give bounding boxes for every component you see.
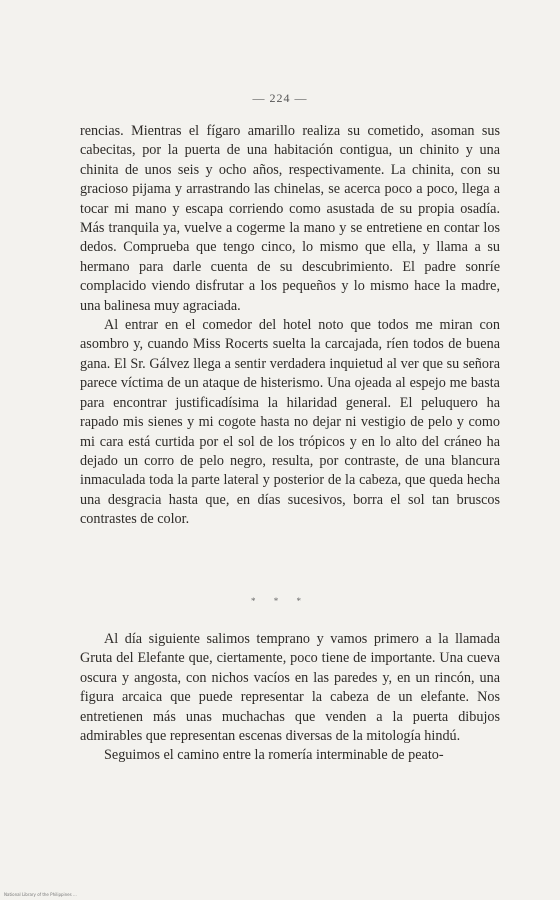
page-number: — 224 — — [252, 91, 308, 105]
paragraph: Seguimos el camino entre la romería interminable de peato- — [104, 747, 444, 764]
paragraph: rencias. Mientras el fígaro amarillo realiza su cometido, asoman sus cabecitas, por la puerta de una habitación contigua, un chinito y una chinita de unos seis y ocho años, respectivamente. La chinita, con su gracioso pijama y arrastrando las chinelas, se acerca poco a poco, llega a tocar mi mano y escapa corriendo como asustada de su propia osadía. Más tranquila ya, vuelve a cogerme la mano y se entretiene en contar los dedos. Comprueba que tengo cinco, lo mismo que ella, y llama a su hermano para darle cuenta de su descubrimiento. El padre sonríe complacido viendo disfrutar a los pequeños y lo mismo hace la madre, una balinesa muy agraciada. — [80, 123, 500, 314]
text-block-lower — [80, 630, 500, 766]
paragraph: Al entrar en el comedor del hotel noto que todos me miran con asombro y, cuando Miss Rocerts suelta la carcajada, ríen todos de buena gana. El Sr. Gálvez llega a sentir verdadera inquietud al ver que su señora parece víctima de un ataque de histerismo. Una ojeada al espejo me basta para encontrar justificadísima la hilaridad general. El peluquero ha rapado mis sienes y mi cogote hasta no dejar ni vestigio de pelo y como mi cara está curtida por el sol de los trópicos y en lo alto del cráneo ha dejado un corro de pelo negro, resulta, por contraste, de una blancura inmaculada toda la parte lateral y posterior de la cabeza, que queda hecha una desgracia hasta que, en días sucesivos, borra el sol tan bruscos contrastes de color. — [80, 317, 500, 528]
paragraph: Al día siguiente salimos temprano y vamos primero a la llamada Gruta del Elefante que, ciertamente, poco tiene de importante. Una cueva oscura y angosta, con nichos vacíos en las paredes y, en un rincón, una figura arcaica que puede representar la cabeza de un elefante. Nos entretienen más unas muchachas que venden a la puerta dibujos admirables que representan escenas diversas de la mitología hindú. — [80, 631, 500, 745]
text-block-upper — [80, 122, 500, 530]
section-separator: * * * — [251, 596, 309, 606]
library-footer: National Library of the Philippines ... — [4, 892, 77, 897]
